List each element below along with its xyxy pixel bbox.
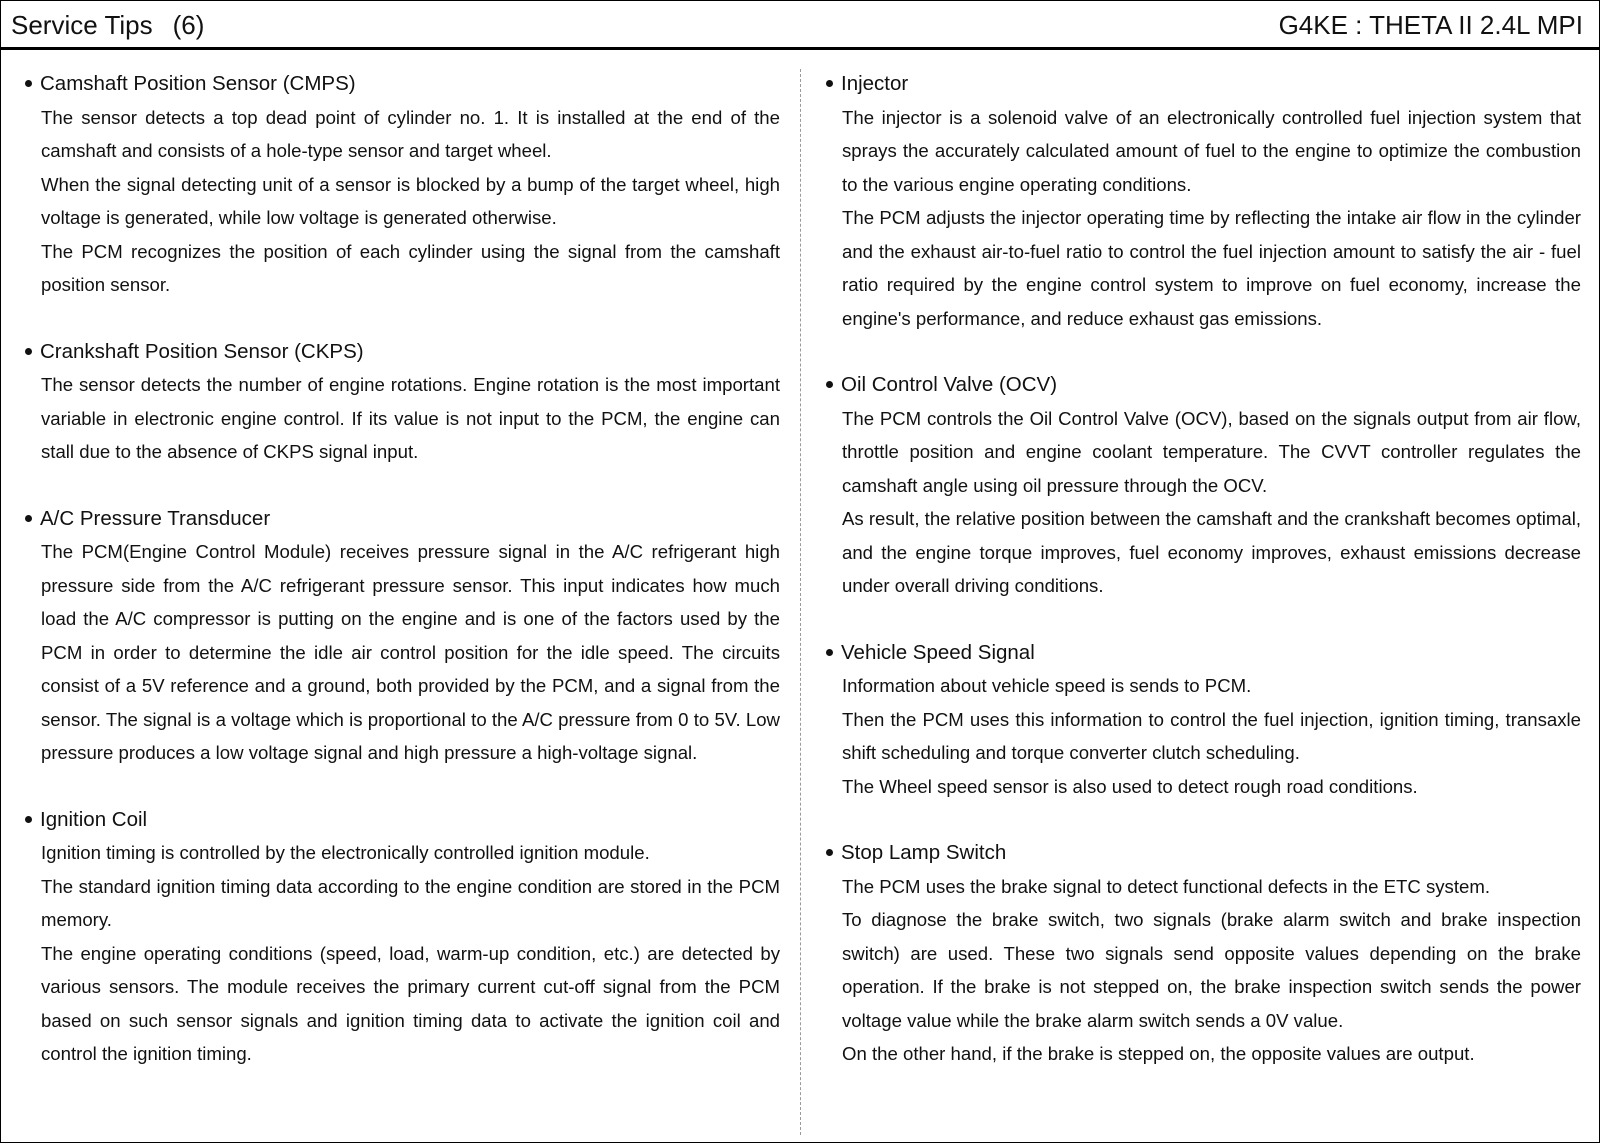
bullet-icon xyxy=(826,649,833,656)
paragraph: To diagnose the brake switch, two signals (brake alarm switch and brake inspection switch) are used. These two signals send opposite values depending on the brake operation. If the brake is not stepped on, the brake inspection switch sends the power voltage value while the brake alarm switch sends a 0V value. xyxy=(842,909,1581,1031)
paragraph: The PCM recognizes the position of each cylinder using the signal from the camshaft position sensor. xyxy=(41,240,780,295)
section-oil-control-valve xyxy=(824,368,1581,603)
column-divider xyxy=(800,69,801,1135)
paragraph: On the other hand, if the brake is stepped on, the opposite values are output. xyxy=(842,1043,1475,1064)
paragraph: As result, the relative position between the camshaft and the crankshaft becomes optimal, and the engine torque improves, fuel economy improves, exhaust emissions decrease under overall driving conditions. xyxy=(842,508,1581,596)
bullet-icon xyxy=(826,849,833,856)
bullet-icon xyxy=(25,80,32,87)
paragraph: When the signal detecting unit of a sensor is blocked by a bump of the target wheel, high voltage is generated, while low voltage is generated otherwise. xyxy=(41,173,780,228)
bullet-icon xyxy=(25,515,32,522)
section-cmps xyxy=(23,67,780,302)
section-title xyxy=(824,67,1581,101)
section-title xyxy=(23,502,780,536)
engine-model-label: G4KE : THETA II 2.4L MPI xyxy=(1278,10,1583,40)
page-number: (6) xyxy=(172,10,205,40)
paragraph: The sensor detects the number of engine rotations. Engine rotation is the most important variable in electronic engine control. If its value is not input to the PCM, the engine can stall due to the absence of CKPS signal input. xyxy=(41,374,780,462)
bullet-icon xyxy=(25,348,32,355)
section-title xyxy=(23,803,780,837)
section-ckps xyxy=(23,335,780,469)
paragraph: The PCM uses the brake signal to detect functional defects in the ETC system. xyxy=(842,875,1490,897)
section-title-text: Oil Control Valve (OCV) xyxy=(841,373,1058,396)
section-title-text: Stop Lamp Switch xyxy=(841,841,1007,864)
paragraph: Ignition timing is controlled by the electronically controlled ignition module. xyxy=(41,842,650,863)
section-title-text: Injector xyxy=(841,72,909,95)
section-ac-pressure-transducer xyxy=(23,502,780,770)
section-stop-lamp-switch xyxy=(824,836,1581,1071)
paragraph: The PCM(Engine Control Module) receives pressure signal in the A/C refrigerant high pressure side from the A/C refrigerant pressure sensor. This input indicates how much load the A/C compressor is putting on the engine and is one of the factors used by the PCM in order to determine the idle air control position for the idle speed. The circuits consist of a 5V reference and a ground, both provided by the PCM, and a signal from the sensor. The signal is a voltage which is proportional to the A/C pressure from 0 to 5V. Low pressure produces a low voltage signal and high pressure a high-voltage signal. xyxy=(41,541,780,763)
section-title xyxy=(824,636,1581,670)
paragraph: The Wheel speed sensor is also used to detect rough road conditions. xyxy=(842,775,1418,797)
page-title-text: Service Tips xyxy=(11,10,153,40)
section-injector xyxy=(824,67,1581,335)
paragraph: The engine operating conditions (speed, load, warm-up condition, etc.) are detected by various sensors. The module receives the primary current cut-off signal from the PCM based on such sensor signals and ignition timing data to activate the ignition coil and control the ignition timing. xyxy=(41,942,780,1064)
right-column xyxy=(824,67,1581,1104)
section-title xyxy=(23,67,780,101)
section-title-text: A/C Pressure Transducer xyxy=(40,506,271,530)
section-title-text: Camshaft Position Sensor (CMPS) xyxy=(40,72,356,95)
paragraph: The injector is a solenoid valve of an electronically controlled fuel injection system that sprays the accurately calculated amount of fuel to the engine to optimize the combustion to the various engine operating conditions. xyxy=(842,106,1581,195)
page-title xyxy=(11,10,204,41)
page-header xyxy=(1,1,1599,50)
section-title xyxy=(23,335,780,369)
paragraph: The PCM controls the Oil Control Valve (OCV), based on the signals output from air flow, throttle position and engine coolant temperature. The CVVT controller regulates the camshaft angle using oil pressure through the OCV. xyxy=(842,407,1581,496)
bullet-icon xyxy=(25,816,32,823)
paragraph: The PCM adjusts the injector operating time by reflecting the intake air flow in the cylinder and the exhaust air-to-fuel ratio to control the fuel injection amount to satisfy the air - fuel ratio required by the engine control system to improve on fuel economy, increase the engine's performance, and reduce exhaust gas emissions. xyxy=(842,207,1581,329)
bullet-icon xyxy=(826,381,833,388)
left-column xyxy=(23,67,780,1104)
paragraph: The sensor detects a top dead point of cylinder no. 1. It is installed at the end of the camshaft and consists of a hole-type sensor and target wheel. xyxy=(41,106,780,161)
section-vehicle-speed-signal xyxy=(824,636,1581,804)
paragraph: Then the PCM uses this information to control the fuel injection, ignition timing, transaxle shift scheduling and torque converter clutch scheduling. xyxy=(842,708,1581,763)
paragraph: Information about vehicle speed is sends to PCM. xyxy=(842,675,1252,696)
paragraph: The standard ignition timing data according to the engine condition are stored in the PCM memory. xyxy=(41,875,780,930)
section-title xyxy=(824,368,1581,402)
section-title-text: Vehicle Speed Signal xyxy=(841,640,1035,664)
section-title-text: Ignition Coil xyxy=(40,807,148,831)
section-ignition-coil xyxy=(23,803,780,1071)
section-title xyxy=(824,836,1581,870)
section-title-text: Crankshaft Position Sensor (CKPS) xyxy=(40,339,364,363)
bullet-icon xyxy=(826,80,833,87)
